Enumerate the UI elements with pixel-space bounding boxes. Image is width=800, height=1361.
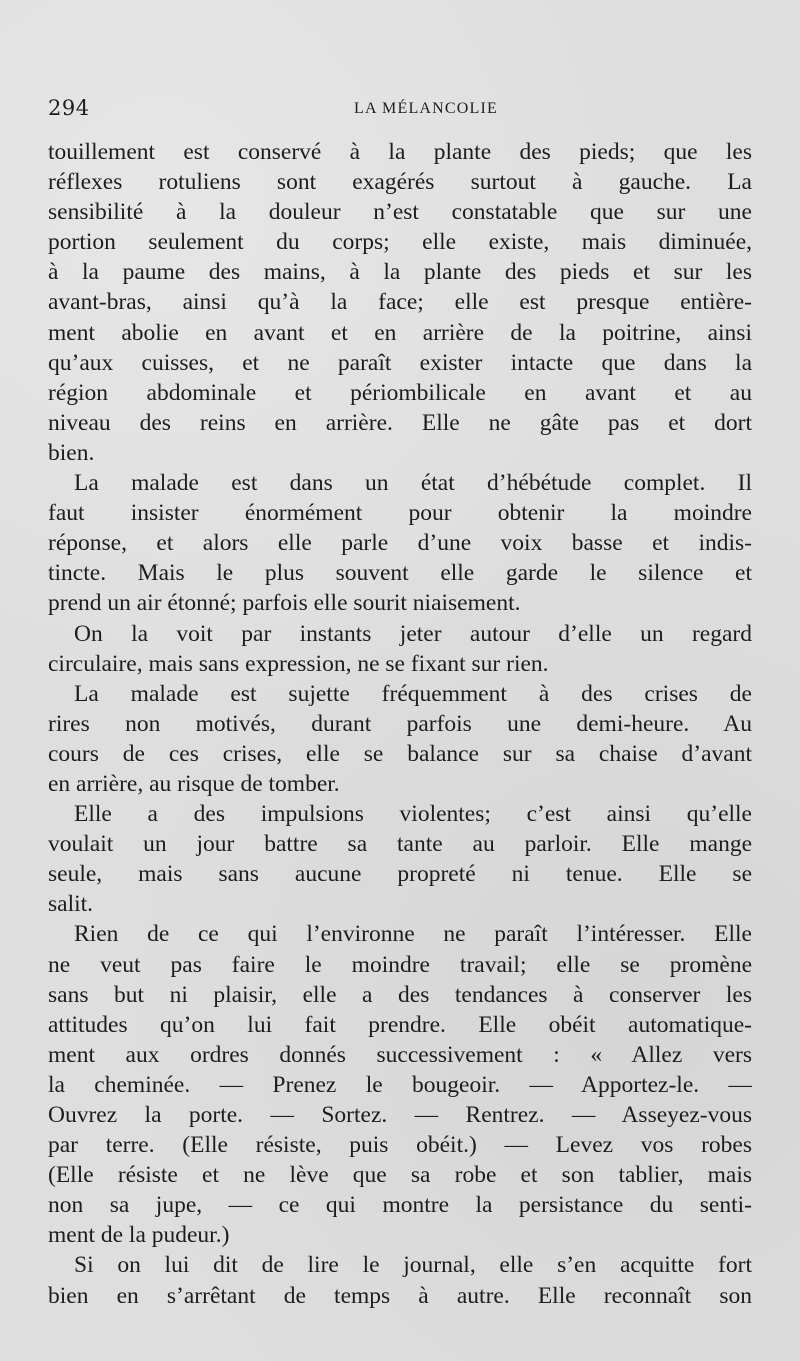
text-line: sensibilité à la douleur n’est constatable que sur une (48, 199, 752, 226)
text-line: sans but ni plaisir, elle a des tendances à conserver les (48, 981, 752, 1008)
text-line: en arrière, au risque de tomber. (48, 770, 340, 797)
text-line: ment de la pudeur.) (48, 1222, 230, 1249)
text-line: qu’aux cuisses, et ne paraît exister intacte que dans la (48, 349, 752, 376)
text-line: Ouvrez la porte. — Sortez. — Rentrez. — Asseyez-vous (48, 1102, 752, 1128)
text-line: la cheminée. — Prenez le bougeoir. — Apportez-le. — (48, 1071, 752, 1098)
text-line: réflexes rotuliens sont exagérés surtout à gauche. La (48, 169, 752, 196)
text-line: Rien de ce qui l’environne ne paraît l’intéresser. Elle (74, 921, 752, 948)
text-line: Si on lui dit de lire le journal, elle s’en acquitte fort (74, 1252, 752, 1279)
text-line: réponse, et alors elle parle d’une voix basse et indis- (48, 530, 752, 557)
text-line: touillement est conservé à la plante des pieds; que les (48, 139, 752, 165)
text-line: Elle a des impulsions violentes; c’est ainsi qu’elle (74, 801, 752, 828)
text-line: salit. (48, 891, 94, 918)
body-text (48, 137, 752, 1311)
text-line: ment abolie en avant et en arrière de la poitrine, ainsi (48, 319, 752, 346)
text-line: prend un air étonné; parfois elle sourit niaisement. (48, 590, 521, 617)
text-line: attitudes qu’on lui fait prendre. Elle obéit automatique- (48, 1011, 752, 1038)
page-number: 294 (48, 96, 90, 120)
text-line: (Elle résiste et ne lève que sa robe et son tablier, mais (48, 1162, 752, 1189)
text-line: portion seulement du corps; elle existe, mais diminuée, (48, 229, 752, 256)
text-line: par terre. (Elle résiste, puis obéit.) — Levez vos robes (48, 1132, 752, 1159)
text-line: La malade est sujette fréquemment à des crises de (74, 680, 752, 707)
text-line: voulait un jour battre sa tante au parloir. Elle mange (48, 831, 752, 858)
text-line: avant-bras, ainsi qu’à la face; elle est presque entière- (48, 289, 752, 316)
text-line: seule, mais sans aucune propreté ni tenue. Elle se (48, 861, 752, 888)
text-line: région abdominale et périombilicale en avant et au (48, 379, 752, 406)
text-line: à la paume des mains, à la plante des pieds et sur les (48, 259, 752, 286)
text-line: ne veut pas faire le moindre travail; elle se promène (48, 951, 752, 978)
text-line: circulaire, mais sans expression, ne se fixant sur rien. (48, 650, 549, 677)
text-line: bien. (48, 439, 95, 466)
text-line: faut insister énormément pour obtenir la moindre (48, 500, 752, 527)
text-line: La malade est dans un état d’hébétude complet. Il (74, 470, 752, 497)
text-line: niveau des reins en arrière. Elle ne gâte pas et dort (48, 409, 752, 436)
text-line: cours de ces crises, elle se balance sur sa chaise d’avant (48, 740, 752, 767)
text-line: rires non motivés, durant parfois une demi-heure. Au (48, 710, 752, 737)
text-line: ment aux ordres donnés successivement : « Allez vers (48, 1041, 752, 1068)
running-title: LA MÉLANCOLIE (354, 100, 499, 117)
text-line: non sa jupe, — ce qui montre la persistance du senti- (48, 1192, 752, 1219)
page-header (48, 96, 752, 122)
text-line: On la voit par instants jeter autour d’elle un regard (74, 620, 752, 647)
text-line: bien en s’arrêtant de temps à autre. Elle reconnaît son (48, 1282, 752, 1309)
text-line: tincte. Mais le plus souvent elle garde le silence et (48, 560, 752, 587)
